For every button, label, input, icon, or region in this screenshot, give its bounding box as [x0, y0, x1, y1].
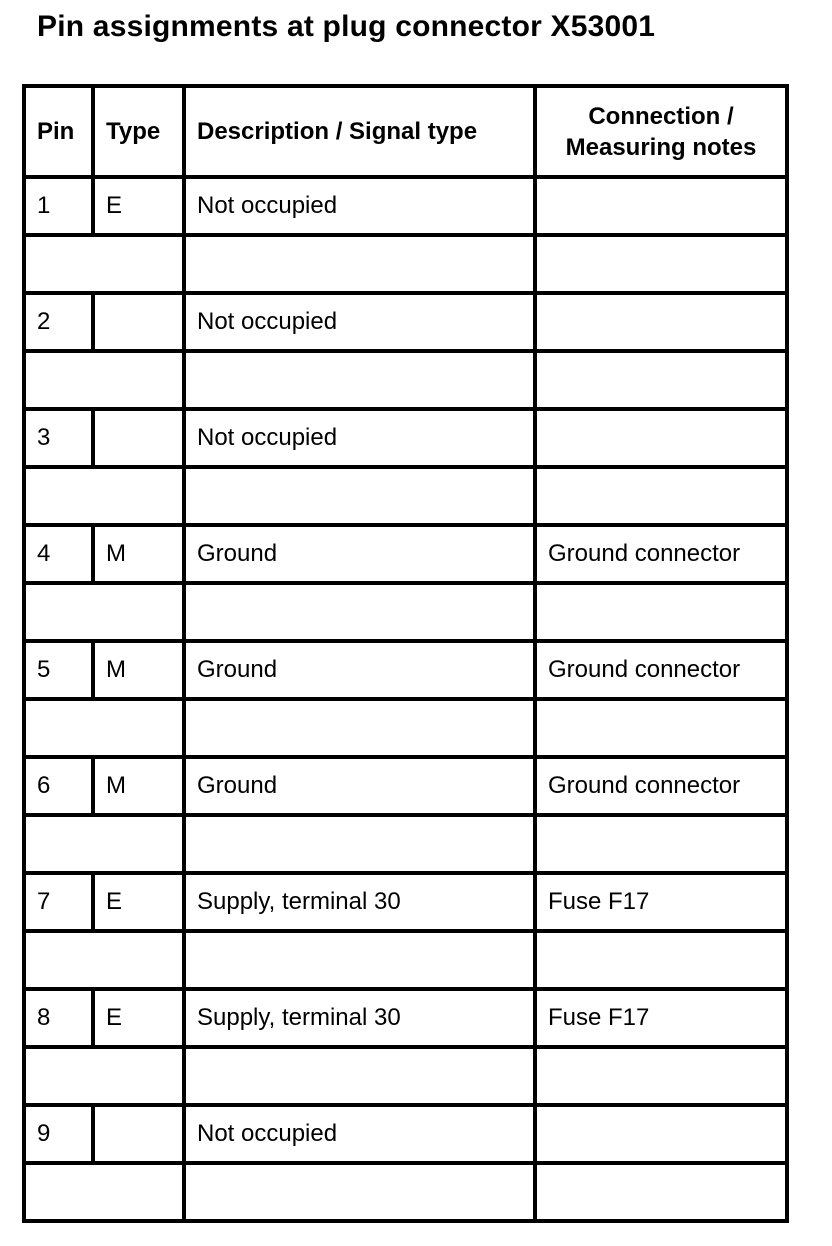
- cell-notes: [535, 177, 787, 235]
- cell-pin: 5: [24, 641, 93, 699]
- cell-type: M: [93, 757, 184, 815]
- cell-blank: [24, 699, 184, 757]
- header-notes-line1: Connection /: [588, 102, 734, 130]
- cell-description: Not occupied: [184, 1105, 535, 1163]
- cell-blank: [535, 1163, 787, 1221]
- cell-blank: [184, 931, 535, 989]
- table-row: [24, 409, 787, 467]
- cell-blank: [535, 467, 787, 525]
- table-spacer-row: [24, 235, 787, 293]
- table-spacer-row: [24, 351, 787, 409]
- cell-type: [93, 409, 184, 467]
- cell-blank: [24, 1047, 184, 1105]
- cell-description: Not occupied: [184, 177, 535, 235]
- table-row: [24, 525, 787, 583]
- cell-description: Ground: [184, 525, 535, 583]
- cell-pin: 7: [24, 873, 93, 931]
- cell-blank: [24, 931, 184, 989]
- pin-assignment-table: [22, 84, 789, 1223]
- cell-description: Ground: [184, 757, 535, 815]
- table-row: [24, 293, 787, 351]
- table-row: [24, 177, 787, 235]
- cell-notes: Ground connector: [535, 641, 787, 699]
- cell-type: M: [93, 641, 184, 699]
- cell-pin: 8: [24, 989, 93, 1047]
- table-spacer-row: [24, 467, 787, 525]
- cell-pin: 2: [24, 293, 93, 351]
- cell-pin: 9: [24, 1105, 93, 1163]
- cell-description: Not occupied: [184, 409, 535, 467]
- page-title: Pin assignments at plug connector X53001: [37, 10, 656, 43]
- cell-description: Not occupied: [184, 293, 535, 351]
- cell-blank: [24, 467, 184, 525]
- table-row: [24, 873, 787, 931]
- cell-type: [93, 293, 184, 351]
- cell-blank: [24, 583, 184, 641]
- table-spacer-row: [24, 815, 787, 873]
- cell-notes: Fuse F17: [535, 873, 787, 931]
- cell-pin: 3: [24, 409, 93, 467]
- table-spacer-row: [24, 1047, 787, 1105]
- cell-blank: [24, 351, 184, 409]
- header-description: Description / Signal type: [184, 86, 535, 177]
- cell-notes: [535, 293, 787, 351]
- cell-description: Supply, terminal 30: [184, 873, 535, 931]
- cell-notes: Ground connector: [535, 525, 787, 583]
- table-spacer-row: [24, 1163, 787, 1221]
- cell-type: [93, 1105, 184, 1163]
- cell-blank: [535, 583, 787, 641]
- cell-blank: [184, 467, 535, 525]
- cell-pin: 1: [24, 177, 93, 235]
- table-row: [24, 641, 787, 699]
- cell-blank: [535, 1047, 787, 1105]
- table-row: [24, 1105, 787, 1163]
- table-row: [24, 757, 787, 815]
- cell-pin: 4: [24, 525, 93, 583]
- table-row: [24, 989, 787, 1047]
- cell-blank: [184, 351, 535, 409]
- table-spacer-row: [24, 931, 787, 989]
- cell-blank: [184, 583, 535, 641]
- table-header-row: [24, 86, 787, 177]
- cell-blank: [184, 235, 535, 293]
- cell-notes: [535, 409, 787, 467]
- cell-blank: [535, 931, 787, 989]
- table-spacer-row: [24, 699, 787, 757]
- cell-type: E: [93, 177, 184, 235]
- cell-blank: [24, 235, 184, 293]
- cell-blank: [184, 815, 535, 873]
- cell-blank: [535, 235, 787, 293]
- table-spacer-row: [24, 583, 787, 641]
- header-connection-notes: [535, 86, 787, 177]
- cell-blank: [535, 815, 787, 873]
- cell-notes: [535, 1105, 787, 1163]
- cell-pin: 6: [24, 757, 93, 815]
- cell-description: Supply, terminal 30: [184, 989, 535, 1047]
- header-type: Type: [93, 86, 184, 177]
- cell-type: M: [93, 525, 184, 583]
- header-notes-line2: Measuring notes: [565, 133, 757, 161]
- cell-notes: Ground connector: [535, 757, 787, 815]
- cell-type: E: [93, 989, 184, 1047]
- cell-blank: [184, 1047, 535, 1105]
- cell-blank: [24, 815, 184, 873]
- cell-notes: Fuse F17: [535, 989, 787, 1047]
- cell-blank: [535, 699, 787, 757]
- cell-description: Ground: [184, 641, 535, 699]
- header-pin: Pin: [24, 86, 93, 177]
- cell-blank: [184, 1163, 535, 1221]
- cell-blank: [24, 1163, 184, 1221]
- cell-blank: [184, 699, 535, 757]
- cell-type: E: [93, 873, 184, 931]
- cell-blank: [535, 351, 787, 409]
